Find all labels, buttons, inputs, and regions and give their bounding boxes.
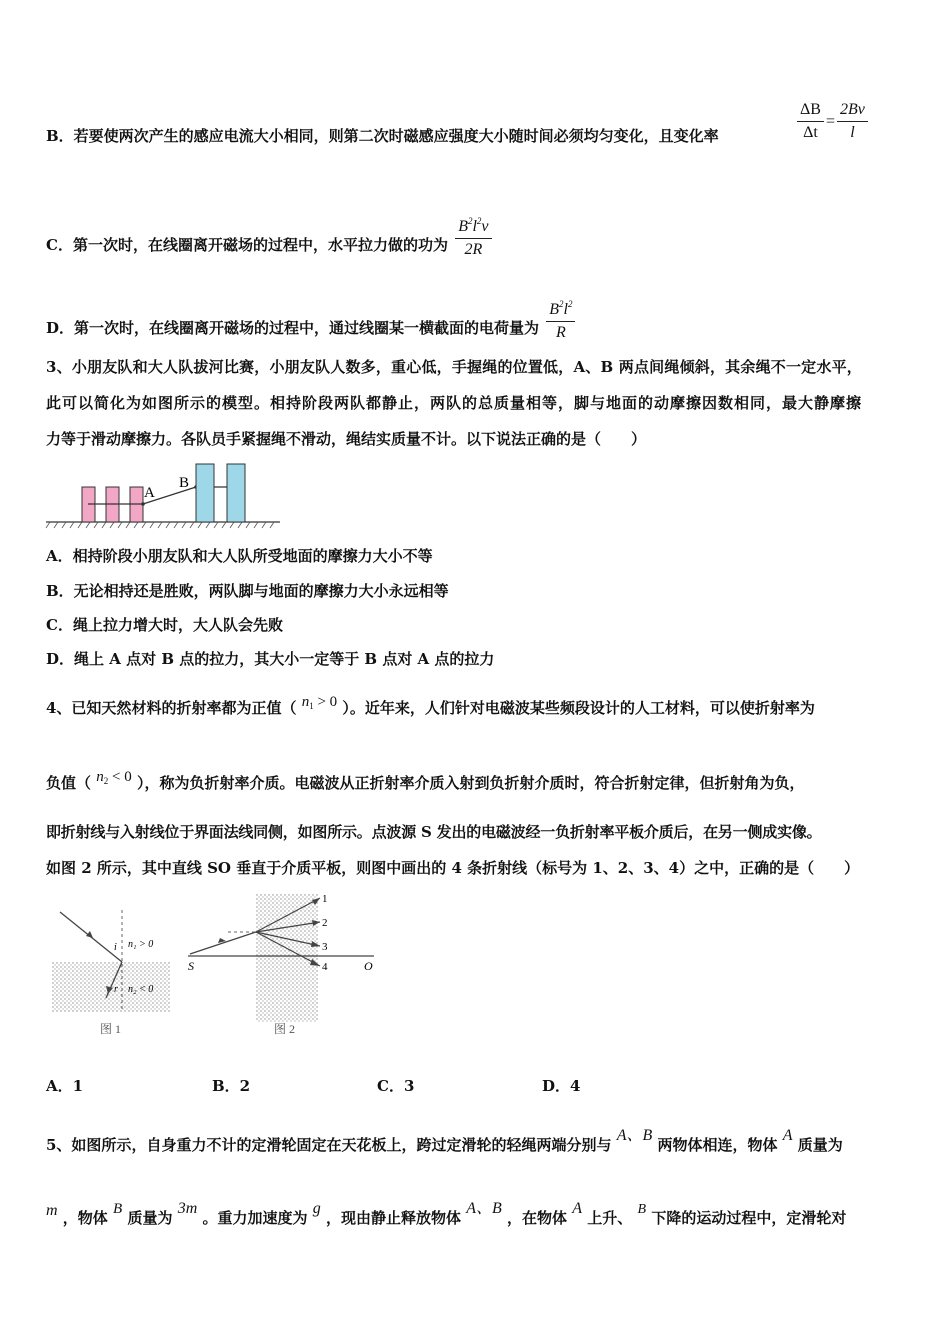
q3-option-c: C．绳上拉力增大时，大人队会先败 (46, 616, 283, 634)
q2-option-d (46, 294, 577, 343)
q2-option-c (46, 211, 494, 260)
q4-line2-start: 负值（ (46, 774, 92, 792)
q2-option-b-formula (795, 100, 870, 143)
q5-line2-text-g: 下降的运动过程中，定滑轮对 (651, 1209, 847, 1227)
q4-stem-line-2 (46, 769, 804, 793)
q4-option-d: D．4 (542, 1077, 581, 1095)
fig1-n2-label: n₂ < 0 (128, 984, 154, 995)
q5-symbol-a: A (782, 1127, 793, 1144)
q3-stem-line-1: 3、小朋友队和大人队拔河比赛，小朋友队人数多，重心低，手握绳的位置低，A、B 两点间绳倾斜，其余绳不一定水平， (46, 358, 862, 376)
q4-stem-line-4: 如图 2 所示，其中直线 SO 垂直于介质平板，则图中画出的 4 条折射线（标号为 1、2、3、4）之中，正确的是（ ） (46, 859, 860, 877)
q5-symbol-g: g (312, 1200, 321, 1217)
q5-stem-line-2 (46, 1195, 846, 1228)
point-a (141, 502, 145, 506)
q2-option-c-text: C．第一次时，在线圈离开磁场的过程中，水平拉力做的功为 (46, 236, 448, 254)
label-a: A (144, 485, 155, 501)
q4-stem-line-3: 即折射线与入射线位于界面法线同侧，如图所示。点波源 S 发出的电磁波经一负折射率平板介质后，在另一侧成实像。 (46, 823, 822, 841)
q3-option-a: A．相持阶段小朋友队和大人队所受地面的摩擦力大小不等 (46, 547, 433, 565)
q5-line1-text-a: 5、如图所示，自身重力不计的定滑轮固定在天花板上，跨过定滑轮的轻绳两端分别与 (46, 1136, 612, 1154)
fig1-angle-r: r (114, 984, 118, 995)
q2-option-b-text: B．若要使两次产生的感应电流大小相同，则第二次时磁感应强度大小随时间必须均匀变化，且变化率 (46, 127, 719, 145)
figure-1 (52, 910, 170, 1036)
q3-option-d: D．绳上 A 点对 B 点的拉力，其大小一定等于 B 点对 A 点的拉力 (46, 650, 495, 668)
adult-block-1 (196, 464, 214, 522)
q3-stem-line-3: 力等于滑动摩擦力。各队员手紧握绳不滑动，绳结实质量不计。以下说法正确的是（ ） (46, 430, 647, 448)
q5-line1-text-c: 质量为 (797, 1136, 843, 1154)
q4-option-a: A．1 (46, 1077, 84, 1095)
refraction-figures (48, 890, 378, 1040)
q4-line1-end: ）。近年来，人们针对电磁波某些频段设计的人工材料，可以使折射率为 (342, 699, 815, 717)
fig1-n1-label: n₁ > 0 (128, 939, 154, 950)
charge-fraction: $\frac{B^2l^2}{R}$ (546, 294, 575, 343)
fig2-medium-slab (256, 894, 318, 1022)
tug-of-war-figure (44, 455, 284, 533)
q2-option-d-text: D．第一次时，在线圈离开磁场的过程中，通过线圈某一横截面的电荷量为 (46, 319, 540, 337)
q5-line2-text-c: 。重力加速度为 (202, 1209, 308, 1227)
rate-fraction: $\frac{\Delta B}{\Delta t}$ (797, 100, 824, 143)
q5-symbol-m: m (46, 1202, 58, 1219)
q5-line1-text-b: 两物体相连，物体 (657, 1136, 778, 1154)
q4-stem-line-1 (46, 694, 815, 718)
n2-condition: $n_2 < 0$ (96, 769, 132, 786)
fig2-caption: 图 2 (274, 1022, 296, 1036)
q5-symbol-ab-2: A、B (466, 1200, 502, 1217)
q3-option-b: B．无论相持还是胜败，两队脚与地面的摩擦力大小永远相等 (46, 582, 449, 600)
equals-sign: = (825, 113, 835, 130)
fig1-angle-i: i (114, 942, 117, 953)
q2-option-b (46, 125, 719, 146)
n1-condition: $n_1 > 0$ (301, 694, 338, 711)
q4-line1-start: 4、已知天然材料的折射率都为正值（ (46, 699, 297, 717)
fig2-label-3: 3 (322, 941, 328, 953)
fig2-label-s: S (188, 959, 194, 973)
q3-stem-line-2: 此可以简化为如图所示的模型。相持阶段两队都静止，两队的总质量相等，脚与地面的动摩擦因数相同，最大静摩擦 (46, 394, 863, 412)
q5-symbol-a-2: A (572, 1200, 583, 1217)
figure-2 (188, 893, 374, 1036)
q5-line2-text-a: ，物体 (62, 1209, 108, 1227)
q4-option-b: B．2 (212, 1077, 251, 1095)
q5-line2-text-b: 质量为 (127, 1209, 173, 1227)
q5-line2-text-f: 上升、 (587, 1209, 633, 1227)
ground-hatching (46, 522, 274, 528)
q5-symbol-b: B (113, 1201, 123, 1217)
fig2-label-1: 1 (322, 893, 328, 905)
q4-option-c: C．3 (377, 1077, 415, 1095)
q5-symbol-b-2: B (637, 1202, 647, 1217)
adult-block-2 (227, 464, 245, 522)
q4-line2-end: ），称为负折射率介质。电磁波从正折射率介质入射到负折射介质时，符合折射定律，但折射角为负， (136, 774, 805, 792)
fig2-label-2: 2 (322, 917, 328, 929)
q5-line2-text-e: ，在物体 (507, 1209, 568, 1227)
fig2-incident-ray (190, 932, 256, 954)
fig2-label-o: O (364, 959, 373, 973)
velocity-fraction: $\frac{2Bv}{l}$ (837, 100, 868, 143)
q5-stem-line-1 (46, 1122, 843, 1155)
q5-symbol-3m: 3m (177, 1200, 198, 1217)
q5-symbol-ab: A、B (616, 1127, 653, 1144)
label-b: B (179, 475, 190, 491)
q5-line2-text-d: ，现由静止释放物体 (325, 1209, 461, 1227)
fig2-label-4: 4 (322, 961, 328, 973)
fig1-caption: 图 1 (100, 1022, 122, 1036)
work-fraction: $\frac{B^2l^2v}{2R}$ (455, 211, 491, 260)
